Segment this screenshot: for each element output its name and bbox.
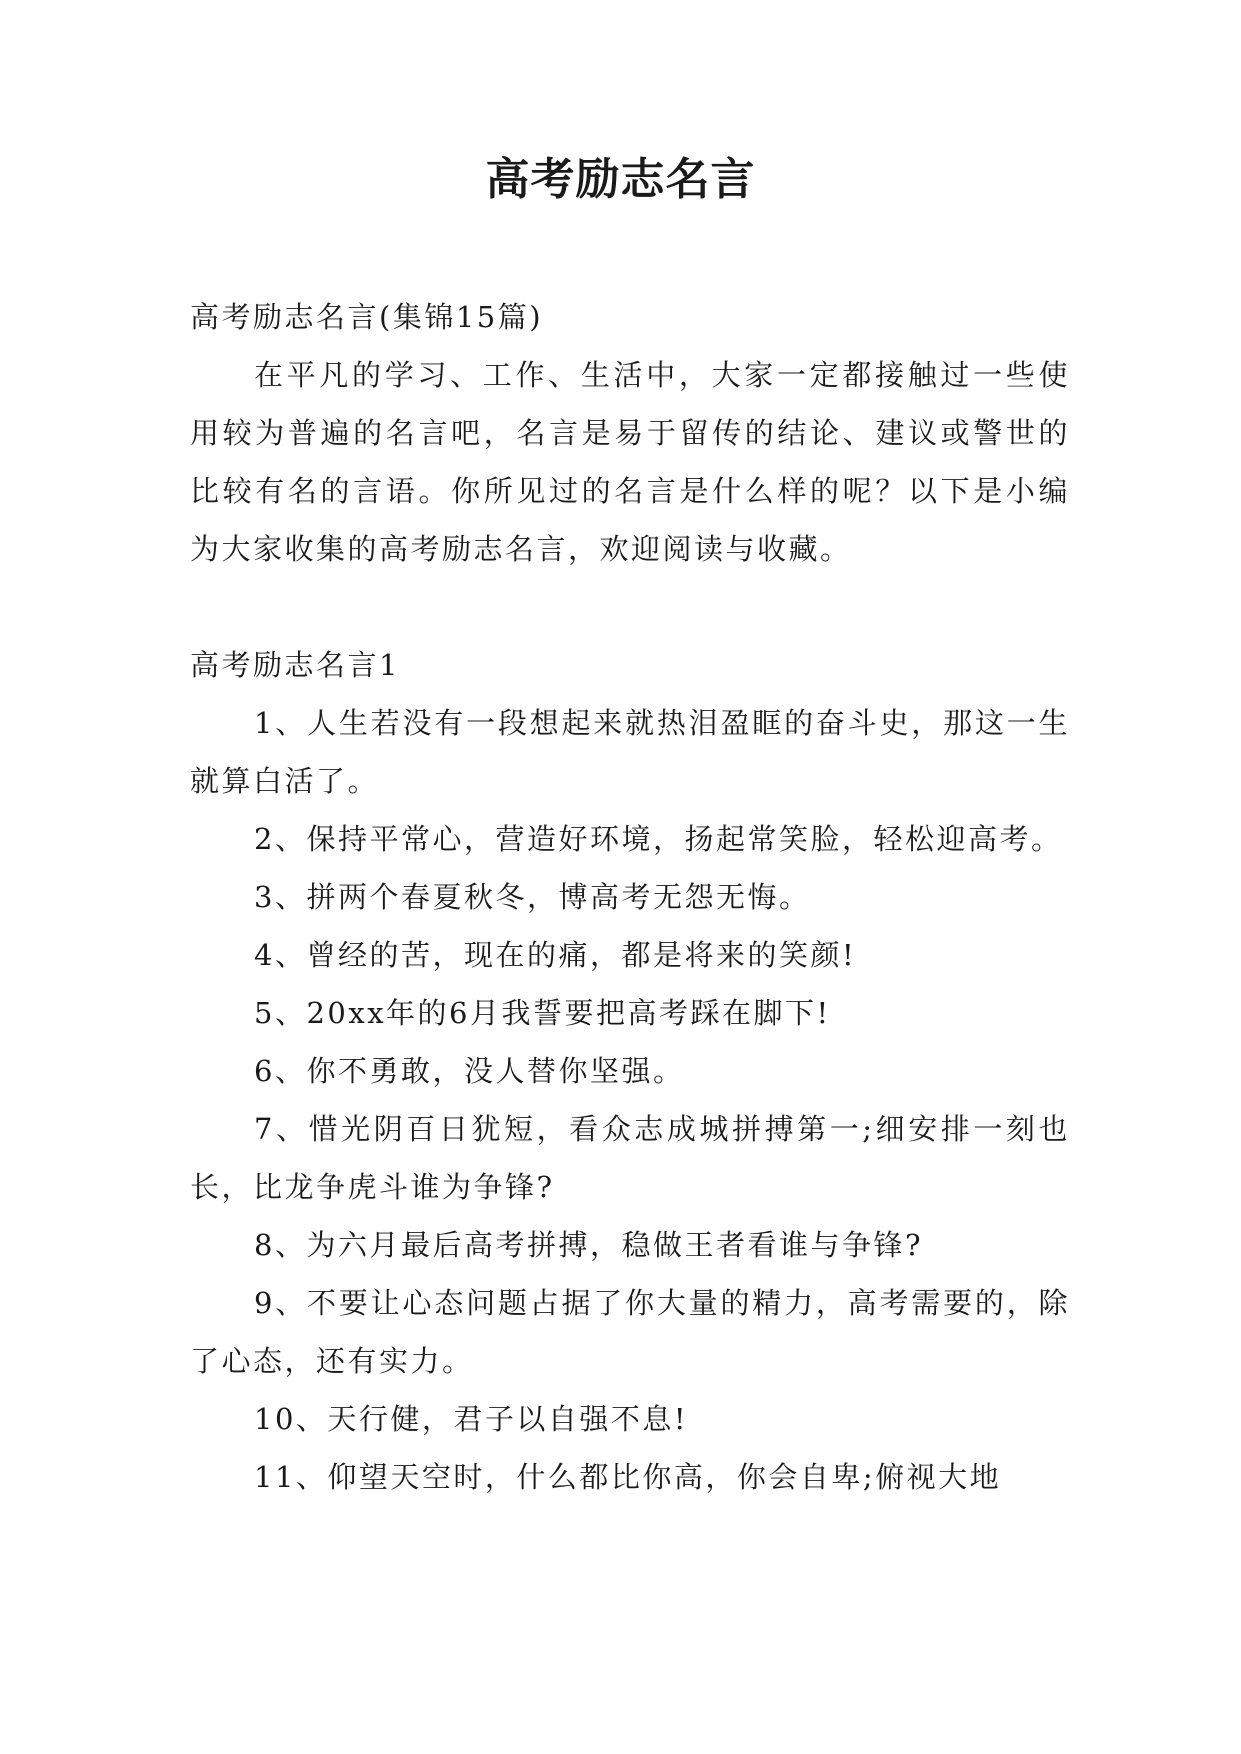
paragraph-spacer bbox=[190, 578, 1070, 636]
quote-item: 1、人生若没有一段想起来就热泪盈眶的奋斗史，那这一生就算白活了。 bbox=[190, 706, 1070, 798]
document-subtitle: 高考励志名言(集锦15篇) bbox=[190, 300, 544, 334]
document-title: 高考励志名言 bbox=[485, 154, 756, 205]
document-body bbox=[190, 288, 1070, 1506]
quote-item: 3、拼两个春夏秋冬，博高考无怨无悔。 bbox=[254, 880, 811, 914]
quote-item: 6、你不勇敢，没人替你坚强。 bbox=[254, 1054, 685, 1088]
quote-item: 8、为六月最后高考拼搏，稳做王者看谁与争锋? bbox=[254, 1228, 923, 1262]
quote-item: 7、惜光阴百日犹短，看众志成城拼搏第一;细安排一刻也长，比龙争虎斗谁为争锋? bbox=[190, 1112, 1070, 1204]
quote-item: 11、仰望天空时，什么都比你高，你会自卑;俯视大地 bbox=[254, 1460, 1002, 1494]
section-heading: 高考励志名言1 bbox=[190, 648, 400, 682]
quote-item: 9、不要让心态问题占据了你大量的精力，高考需要的，除了心态，还有实力。 bbox=[190, 1286, 1070, 1378]
quote-item: 10、天行健，君子以自强不息! bbox=[254, 1402, 689, 1436]
quote-item: 2、保持平常心，营造好环境，扬起常笑脸，轻松迎高考。 bbox=[254, 822, 1063, 856]
quote-item: 5、20xx年的6月我誓要把高考踩在脚下! bbox=[254, 996, 831, 1030]
intro-paragraph: 在平凡的学习、工作、生活中，大家一定都接触过一些使用较为普遍的名言吧，名言是易于留传的结论、建议或警世的比较有名的言语。你所见过的名言是什么样的呢？以下是小编为大家收集的高考励志名言，欢迎阅读与收藏。 bbox=[190, 358, 1070, 566]
quote-item: 4、曾经的苦，现在的痛，都是将来的笑颜! bbox=[254, 938, 857, 972]
